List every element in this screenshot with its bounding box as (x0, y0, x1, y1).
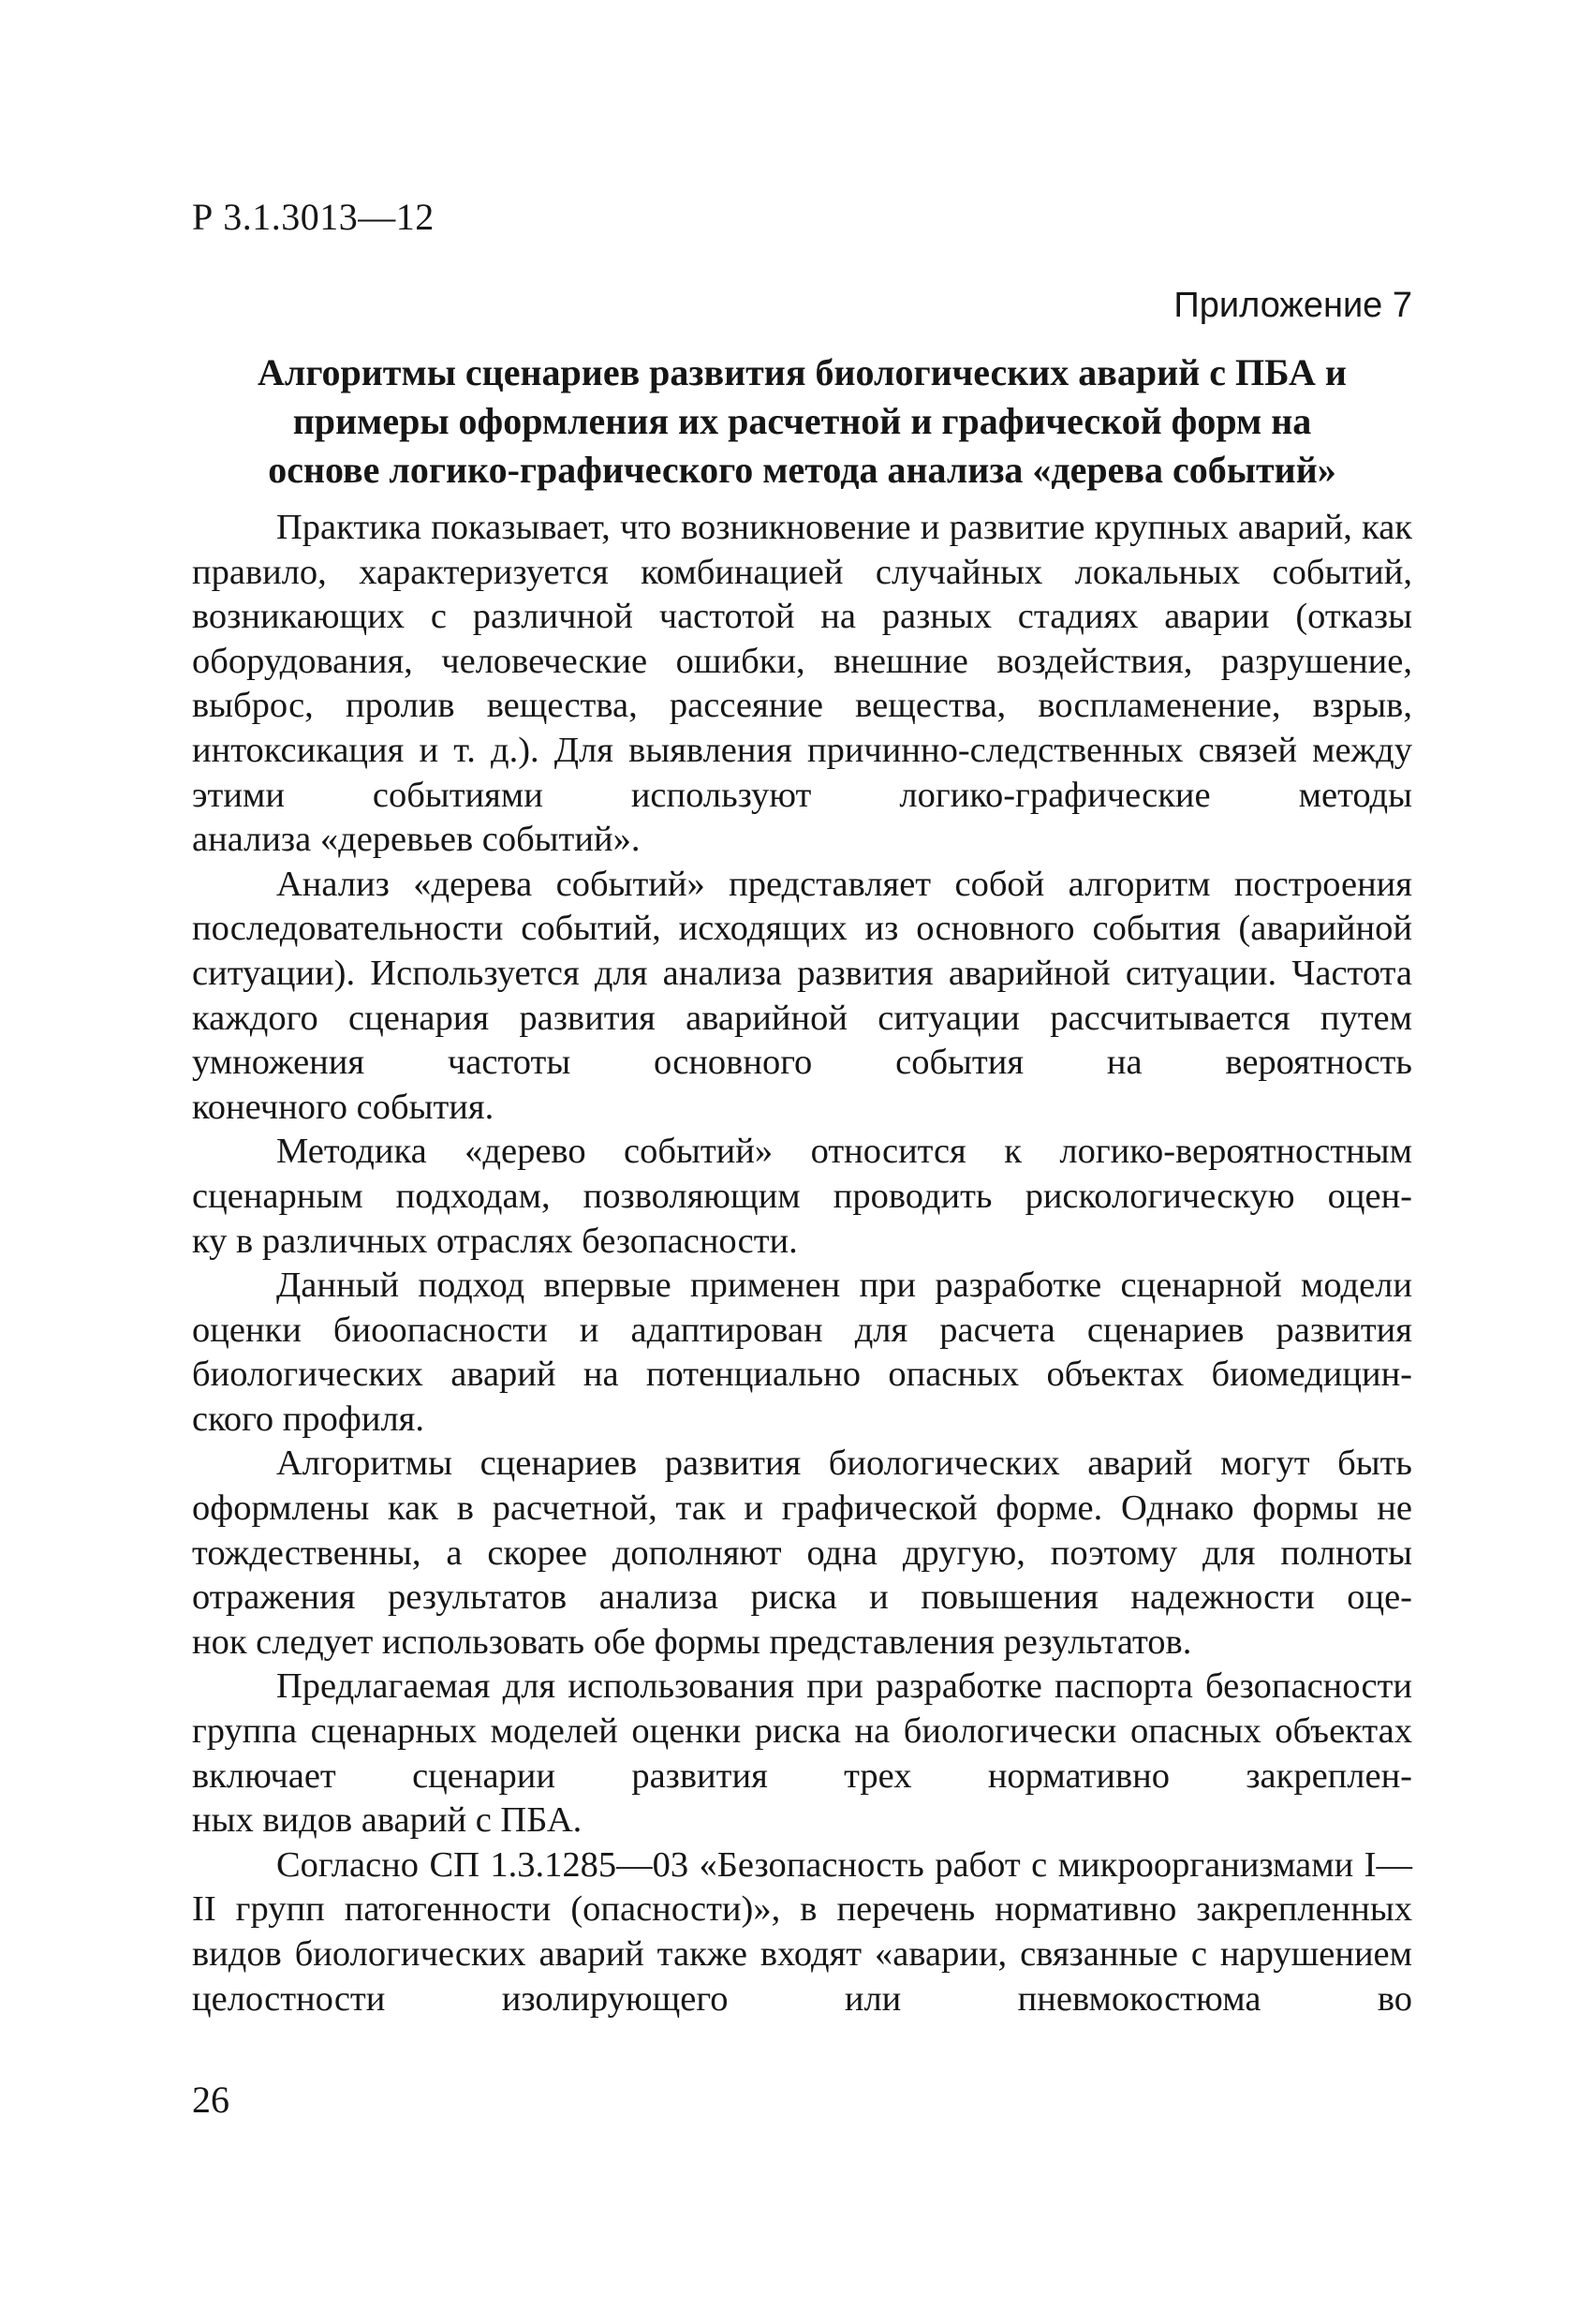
document-code: Р 3.1.3013—12 (192, 196, 435, 238)
paragraph-7: Согласно СП 1.3.1285—03 «Безопасность работ с микроорганизмами I—II групп патогенности (опасности)», в перечень нормативно закрепленных видов биологических аварий также входят «аварии, связанные с нарушением целостности изолирующего или пневмокостюма во (192, 1844, 1412, 2019)
page-number: 26 (192, 2079, 229, 2121)
paragraph-1: Практика показывает, что возникновение и развитие крупных аварий, как правило, характеризуется комбинацией случайных локальных событий, возникающих с различной частотой на разных стадиях аварии (отказы оборудования, человеческие ошибки, внешние воздействия, разрушение, выброс, пролив вещества, рассеяние вещества, воспламенение, взрыв, интоксикация и т. д.). Для выявления причинно-следственных связей между этими событиями используют логико-графические методы (192, 508, 1412, 815)
paragraph-2-last-line: конечного события. (192, 1087, 494, 1127)
paragraph-6-last-line: ных видов аварий с ПБА. (192, 1800, 583, 1841)
paragraph-6: Предлагаемая для использования при разработке паспорта безопасности группа сценарных моделей оценки риска на биологически опасных объектах включает сценарии развития трех нормативно закреплен- (192, 1666, 1412, 1796)
body-text (192, 506, 1412, 2021)
title-line-3: основе логико-графического метода анализа «дерева событий» (268, 449, 1336, 491)
paragraph-1-last-line: анализа «деревьев событий». (192, 820, 641, 860)
title-line-1: Алгоритмы сценариев развития биологических аварий с ПБА и (258, 351, 1347, 393)
section-title (187, 348, 1417, 495)
paragraph-3: Методика «дерево событий» относится к логико-вероятностным сценарным подходам, позволяющим проводить рискологическую оцен- (192, 1132, 1412, 1216)
appendix-label: Приложение 7 (1173, 286, 1412, 325)
paragraph-5: Алгоритмы сценариев развития биологических аварий могут быть оформлены как в расчетной, так и графической форме. Однако формы не тождественны, а скорее дополняют одна другую, поэтому для полноты отражения результатов анализа риска и повышения надежности оце- (192, 1443, 1412, 1618)
title-line-2: примеры оформления их расчетной и графической форм на (292, 400, 1312, 442)
paragraph-3-last-line: ку в различных отраслях безопасности. (192, 1221, 798, 1261)
paragraph-4: Данный подход впервые применен при разработке сценарной модели оценки биоопасности и адаптирован для расчета сценариев развития биологических аварий на потенциально опасных объектах биомедицин- (192, 1266, 1412, 1395)
paragraph-5-last-line: нок следует использовать обе формы представления результатов. (192, 1621, 1192, 1662)
paragraph-4-last-line: ского профиля. (192, 1399, 424, 1439)
paragraph-2: Анализ «дерева событий» представляет собой алгоритм построения последовательности событий, исходящих из основного события (аварийной ситуации). Используется для анализа развития аварийной ситуации. Частота каждого сценария развития аварийной ситуации рассчитывается путем умножения частоты основного события на вероятность (192, 864, 1412, 1083)
